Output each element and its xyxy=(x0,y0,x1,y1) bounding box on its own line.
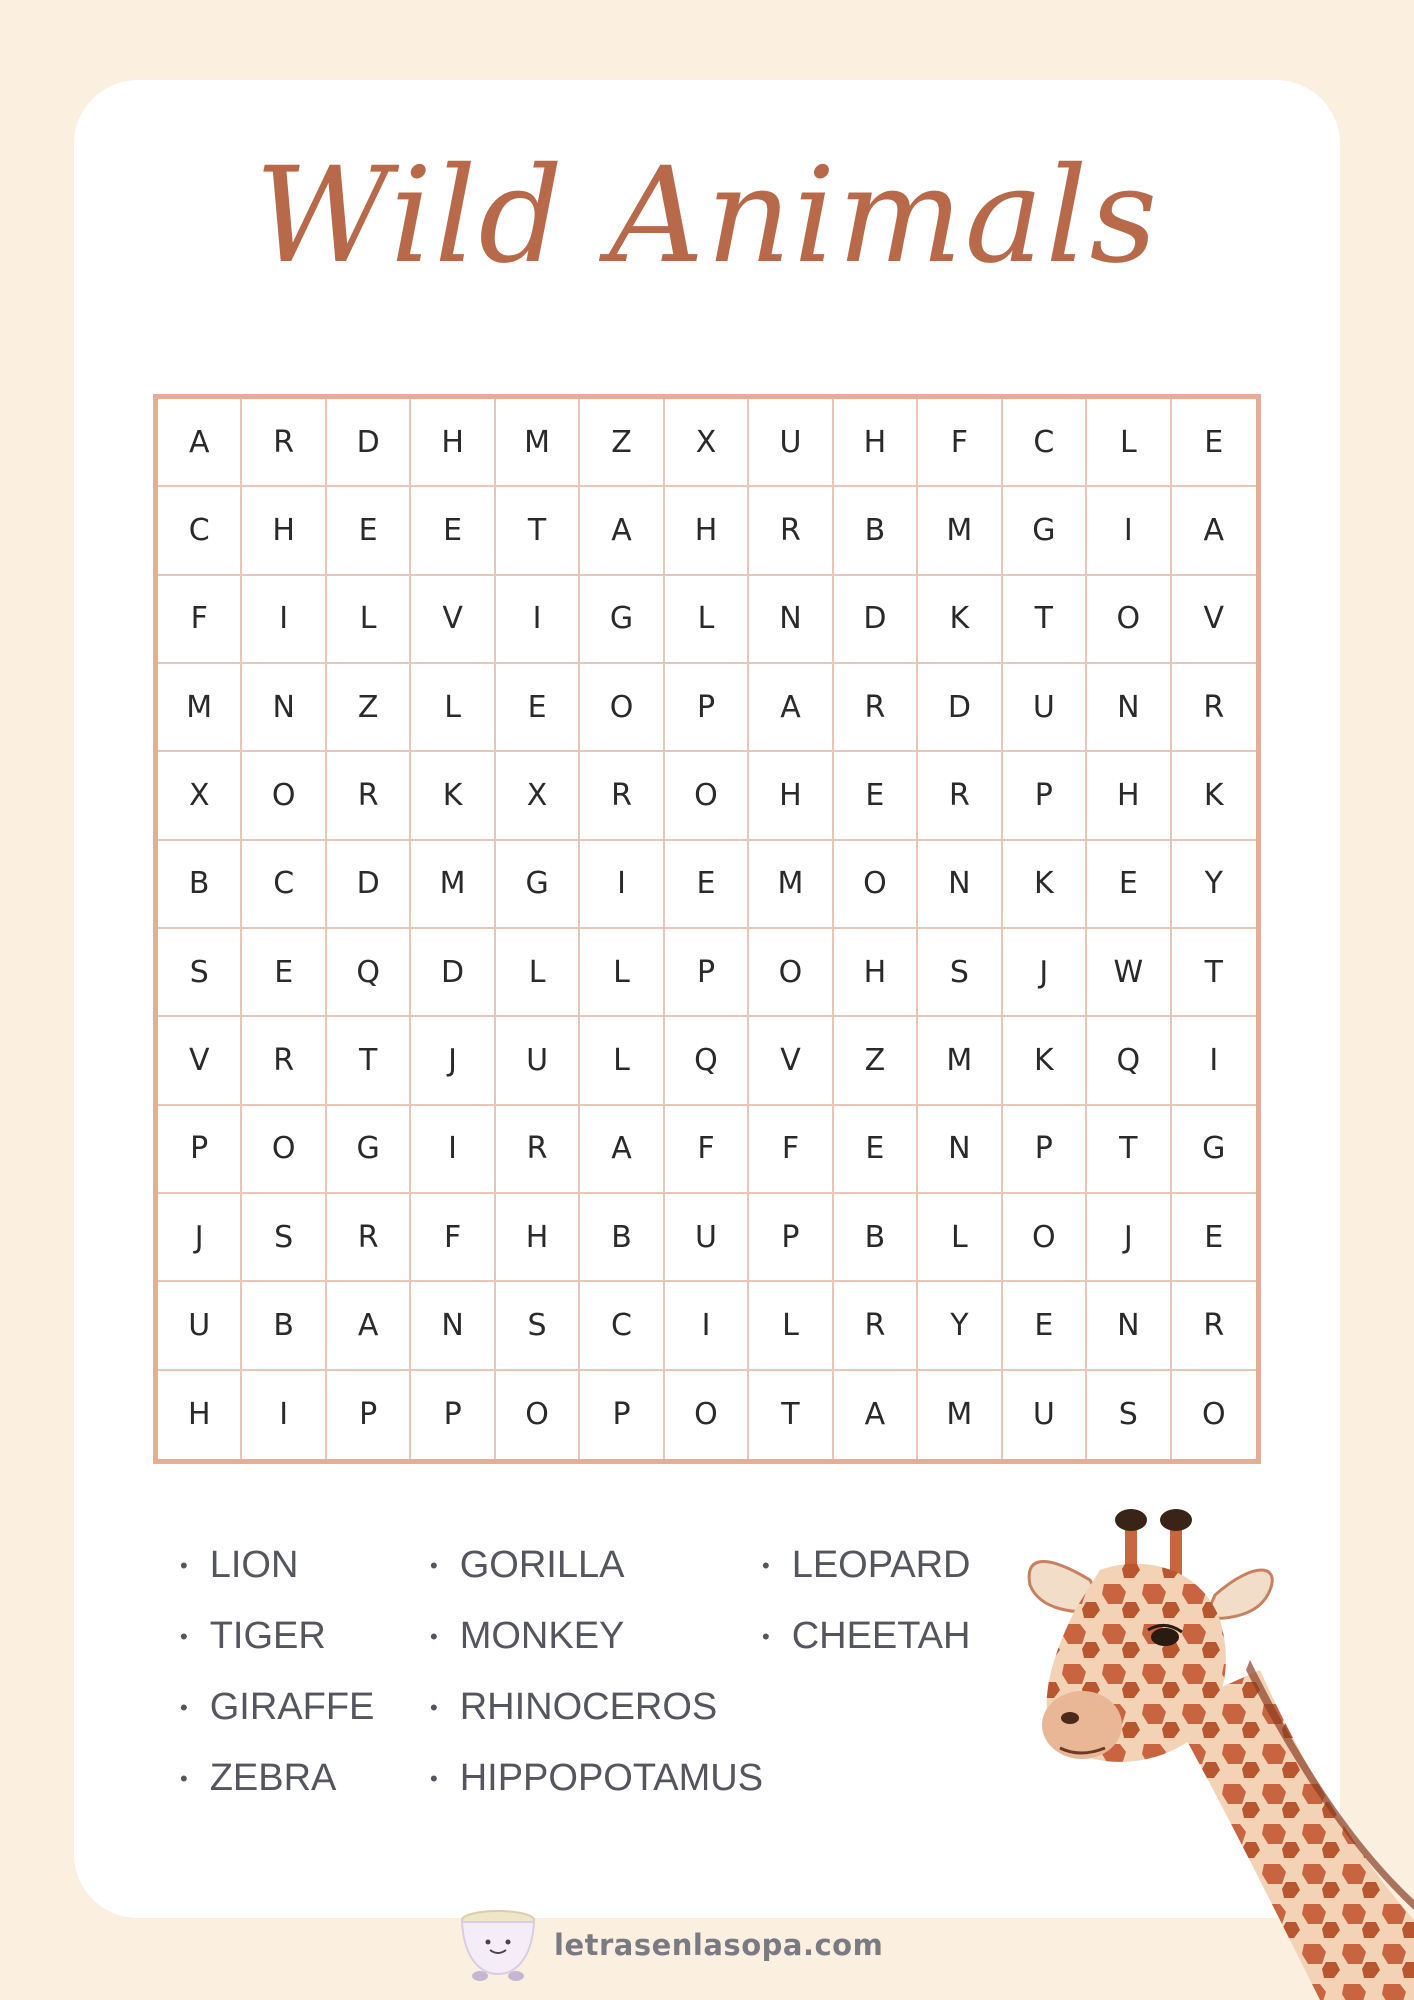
bullet-icon: • xyxy=(180,1552,188,1578)
grid-cell[interactable]: Z xyxy=(580,399,664,487)
bullet-icon: • xyxy=(430,1694,438,1720)
grid-cell[interactable]: O xyxy=(580,664,664,752)
grid-cell[interactable]: F xyxy=(918,399,1002,487)
grid-cell[interactable]: O xyxy=(749,929,833,1017)
grid-cell[interactable]: D xyxy=(327,399,411,487)
grid-cell[interactable]: S xyxy=(242,1194,326,1282)
grid-cell[interactable]: M xyxy=(918,1371,1002,1459)
grid-cell[interactable]: U xyxy=(496,1017,580,1105)
grid-cell[interactable]: E xyxy=(327,487,411,575)
grid-cell[interactable]: R xyxy=(918,752,1002,840)
grid-cell[interactable]: I xyxy=(242,576,326,664)
bullet-icon: • xyxy=(180,1694,188,1720)
grid-cell[interactable]: R xyxy=(1172,664,1256,752)
word-column-1 xyxy=(180,1530,430,1814)
bullet-icon: • xyxy=(762,1623,770,1649)
grid-cell[interactable]: E xyxy=(834,1106,918,1194)
grid-cell[interactable]: E xyxy=(834,752,918,840)
grid-cell[interactable]: A xyxy=(580,487,664,575)
grid-cell[interactable]: K xyxy=(411,752,495,840)
word-label: HIPPOPOTAMUS xyxy=(459,1757,764,1799)
grid-cell[interactable]: I xyxy=(496,576,580,664)
grid-cell[interactable]: U xyxy=(665,1194,749,1282)
grid-cell[interactable]: Y xyxy=(918,1282,1002,1370)
word-label: RHINOCEROS xyxy=(459,1686,718,1728)
grid-cell[interactable]: C xyxy=(580,1282,664,1370)
grid-cell[interactable]: H xyxy=(158,1371,242,1459)
grid-cell[interactable]: R xyxy=(1172,1282,1256,1370)
grid-cell[interactable]: L xyxy=(327,576,411,664)
grid-cell[interactable]: X xyxy=(496,752,580,840)
grid-cell[interactable]: J xyxy=(411,1017,495,1105)
grid-cell[interactable]: M xyxy=(158,664,242,752)
grid-cell[interactable]: P xyxy=(158,1106,242,1194)
grid-cell[interactable]: F xyxy=(749,1106,833,1194)
grid-cell[interactable]: N xyxy=(242,664,326,752)
grid-cell[interactable]: R xyxy=(749,487,833,575)
grid-cell[interactable]: I xyxy=(580,841,664,929)
grid-cell[interactable]: B xyxy=(834,1194,918,1282)
grid-cell[interactable]: L xyxy=(496,929,580,1017)
word-list-item xyxy=(430,1743,762,1814)
grid-cell[interactable]: E xyxy=(411,487,495,575)
grid-cell[interactable]: H xyxy=(1087,752,1171,840)
grid-cell[interactable]: O xyxy=(242,752,326,840)
word-list-item xyxy=(430,1601,762,1672)
grid-cell[interactable]: O xyxy=(1087,576,1171,664)
word-label: ZEBRA xyxy=(209,1757,337,1799)
grid-cell[interactable]: R xyxy=(242,399,326,487)
grid-cell[interactable]: A xyxy=(580,1106,664,1194)
grid-cell[interactable]: P xyxy=(665,929,749,1017)
grid-cell[interactable]: H xyxy=(834,929,918,1017)
grid-cell[interactable]: S xyxy=(496,1282,580,1370)
grid-cell[interactable]: Q xyxy=(665,1017,749,1105)
grid-cell[interactable]: W xyxy=(1087,929,1171,1017)
grid-cell[interactable]: V xyxy=(749,1017,833,1105)
grid-cell[interactable]: E xyxy=(496,664,580,752)
footer-brand xyxy=(458,1908,883,1982)
grid-cell[interactable]: L xyxy=(411,664,495,752)
grid-cell[interactable]: M xyxy=(918,1017,1002,1105)
grid-cell[interactable]: M xyxy=(496,399,580,487)
grid-cell[interactable]: N xyxy=(749,576,833,664)
grid-cell[interactable]: K xyxy=(1003,841,1087,929)
grid-cell[interactable]: Y xyxy=(1172,841,1256,929)
grid-cell[interactable]: V xyxy=(158,1017,242,1105)
grid-cell[interactable]: T xyxy=(327,1017,411,1105)
word-list-item xyxy=(430,1672,762,1743)
grid-cell[interactable]: R xyxy=(834,664,918,752)
grid-cell[interactable]: O xyxy=(242,1106,326,1194)
grid-cell[interactable]: G xyxy=(496,841,580,929)
grid-cell[interactable]: R xyxy=(496,1106,580,1194)
grid-cell[interactable]: O xyxy=(1201,1397,1226,1433)
grid-cell[interactable]: Z xyxy=(834,1017,918,1105)
grid-cell[interactable]: E xyxy=(1003,1282,1087,1370)
word-column-2 xyxy=(430,1530,762,1814)
page-title: Wild Animals xyxy=(254,139,1160,293)
grid-cell[interactable]: N xyxy=(411,1282,495,1370)
word-search-grid xyxy=(153,394,1261,1464)
grid-cell[interactable]: J xyxy=(158,1194,242,1282)
grid-cell[interactable]: K xyxy=(1003,1017,1087,1105)
grid-cell[interactable]: E xyxy=(1172,399,1256,487)
footer-site-text: letrasenlasopa.com xyxy=(554,1928,884,1962)
bullet-icon: • xyxy=(430,1623,438,1649)
bullet-icon: • xyxy=(762,1552,770,1578)
grid-cell[interactable]: B xyxy=(834,487,918,575)
grid-cell[interactable]: I xyxy=(411,1106,495,1194)
grid-cell[interactable]: N xyxy=(1087,1282,1171,1370)
word-list-item xyxy=(430,1530,762,1601)
grid-cell[interactable]: A xyxy=(327,1282,411,1370)
grid-cell[interactable]: Q xyxy=(327,929,411,1017)
grid-cell[interactable]: L xyxy=(665,576,749,664)
grid-cell[interactable]: V xyxy=(411,576,495,664)
grid-cell[interactable]: Q xyxy=(1087,1017,1171,1105)
grid-cell[interactable]: B xyxy=(158,841,242,929)
grid-cell[interactable]: C xyxy=(242,841,326,929)
grid-cell[interactable]: R xyxy=(327,1194,411,1282)
grid-cell[interactable]: M xyxy=(918,487,1002,575)
grid-cell[interactable]: T xyxy=(496,487,580,575)
grid-cell[interactable]: R xyxy=(580,752,664,840)
word-label: GIRAFFE xyxy=(209,1686,375,1728)
grid-cell[interactable]: P xyxy=(580,1371,664,1459)
grid-cell[interactable]: D xyxy=(918,664,1002,752)
grid-cell[interactable]: F xyxy=(665,1106,749,1194)
grid-cell[interactable]: N xyxy=(918,1106,1002,1194)
bullet-icon: • xyxy=(180,1765,188,1791)
word-label: GORILLA xyxy=(459,1544,625,1586)
grid-cell[interactable]: C xyxy=(1003,399,1087,487)
grid-cell[interactable]: O xyxy=(665,752,749,840)
grid-cell[interactable]: L xyxy=(918,1194,1002,1282)
grid-cell[interactable]: S xyxy=(158,929,242,1017)
word-column-3 xyxy=(762,1530,1022,1814)
grid-cell[interactable]: P xyxy=(1003,752,1087,840)
bullet-icon: • xyxy=(430,1552,438,1578)
grid-cell[interactable]: G xyxy=(327,1106,411,1194)
grid-cell[interactable]: U xyxy=(158,1282,242,1370)
grid-cell[interactable]: E xyxy=(1087,841,1171,929)
grid-cell[interactable]: D xyxy=(327,841,411,929)
grid-cell[interactable]: A xyxy=(158,399,242,487)
grid-cell[interactable]: L xyxy=(580,1017,664,1105)
grid-cell[interactable]: I xyxy=(1087,487,1171,575)
grid-cell[interactable]: G xyxy=(1003,487,1087,575)
grid-cell[interactable]: J xyxy=(1087,1194,1171,1282)
grid-cell[interactable]: T xyxy=(1003,576,1087,664)
grid-cell[interactable]: H xyxy=(834,399,918,487)
grid-cell[interactable]: R xyxy=(327,752,411,840)
bullet-icon: • xyxy=(430,1765,438,1791)
grid-cell[interactable]: F xyxy=(158,576,242,664)
grid-cell[interactable]: D xyxy=(411,929,495,1017)
grid-cell[interactable]: R xyxy=(834,1282,918,1370)
grid-cell[interactable]: K xyxy=(918,576,1002,664)
grid-cell[interactable]: P xyxy=(665,664,749,752)
grid-cell[interactable]: P xyxy=(327,1371,411,1459)
grid-cell[interactable]: S xyxy=(918,929,1002,1017)
grid-cell[interactable]: U xyxy=(1003,1371,1087,1459)
soup-bowl-logo-icon xyxy=(458,1908,538,1982)
grid-cell[interactable]: N xyxy=(918,841,1002,929)
grid-cell[interactable]: O xyxy=(665,1371,749,1459)
grid-cell[interactable]: R xyxy=(242,1017,326,1105)
grid-cell[interactable]: E xyxy=(242,929,326,1017)
grid-cell[interactable]: H xyxy=(749,752,833,840)
grid-cell[interactable]: B xyxy=(580,1194,664,1282)
grid-cell[interactable]: D xyxy=(834,576,918,664)
grid-cell[interactable]: H xyxy=(411,399,495,487)
grid-cell[interactable]: P xyxy=(1003,1106,1087,1194)
word-label: MONKEY xyxy=(459,1615,625,1657)
word-list xyxy=(180,1530,1022,1814)
grid-cell[interactable]: A xyxy=(1172,487,1256,575)
grid-cell[interactable]: G xyxy=(580,576,664,664)
grid-cell[interactable]: O xyxy=(1003,1194,1087,1282)
grid-cell[interactable]: U xyxy=(1003,664,1087,752)
grid-cell[interactable]: H xyxy=(496,1194,580,1282)
grid-cell[interactable]: F xyxy=(411,1194,495,1282)
grid-cell[interactable]: X xyxy=(158,752,242,840)
word-list-item xyxy=(180,1743,430,1814)
grid-cell[interactable]: A xyxy=(749,664,833,752)
grid-cell[interactable]: N xyxy=(1087,664,1171,752)
word-list-item xyxy=(180,1530,430,1601)
word-list-item xyxy=(180,1601,430,1672)
grid-cell[interactable]: A xyxy=(834,1371,918,1459)
grid-cell[interactable]: U xyxy=(749,399,833,487)
giraffe-illustration xyxy=(1020,1500,1414,2000)
grid-cell[interactable]: I xyxy=(665,1282,749,1370)
grid-cell[interactable]: M xyxy=(749,841,833,929)
grid-cell[interactable]: X xyxy=(665,399,749,487)
grid-cell[interactable]: B xyxy=(242,1282,326,1370)
grid-cell[interactable]: L xyxy=(1087,399,1171,487)
grid-cell[interactable]: J xyxy=(1003,929,1087,1017)
grid-cell[interactable]: L xyxy=(749,1282,833,1370)
word-label: CHEETAH xyxy=(791,1615,971,1657)
word-list-item xyxy=(762,1530,1022,1601)
grid-cell[interactable]: P xyxy=(411,1371,495,1459)
grid-cell[interactable]: I xyxy=(1172,1017,1256,1105)
word-label: TIGER xyxy=(209,1615,326,1657)
grid-cell[interactable]: Z xyxy=(327,664,411,752)
grid-cell[interactable]: P xyxy=(749,1194,833,1282)
grid-cell[interactable]: H xyxy=(242,487,326,575)
word-label: LION xyxy=(209,1544,299,1586)
grid-cell[interactable]: K xyxy=(1172,752,1256,840)
grid-cell[interactable]: S xyxy=(1087,1371,1171,1459)
grid-cell[interactable]: O xyxy=(834,841,918,929)
grid-cell[interactable]: V xyxy=(1172,576,1256,664)
grid-cell[interactable]: T xyxy=(1172,929,1256,1017)
grid-cell[interactable]: E xyxy=(665,841,749,929)
grid-cell[interactable]: H xyxy=(665,487,749,575)
grid-cell[interactable]: L xyxy=(580,929,664,1017)
bullet-icon: • xyxy=(180,1623,188,1649)
grid-cell[interactable]: G xyxy=(1172,1106,1256,1194)
grid-cell[interactable]: E xyxy=(1172,1194,1256,1282)
word-list-item xyxy=(180,1672,430,1743)
word-list-item xyxy=(762,1601,1022,1672)
grid-cell[interactable]: I xyxy=(242,1371,326,1459)
word-label: LEOPARD xyxy=(791,1544,971,1586)
grid-cell[interactable]: T xyxy=(1087,1106,1171,1194)
grid-cell[interactable]: M xyxy=(411,841,495,929)
grid-cell[interactable]: T xyxy=(749,1371,833,1459)
grid-cell[interactable]: O xyxy=(496,1371,580,1459)
grid-cell[interactable]: C xyxy=(158,487,242,575)
